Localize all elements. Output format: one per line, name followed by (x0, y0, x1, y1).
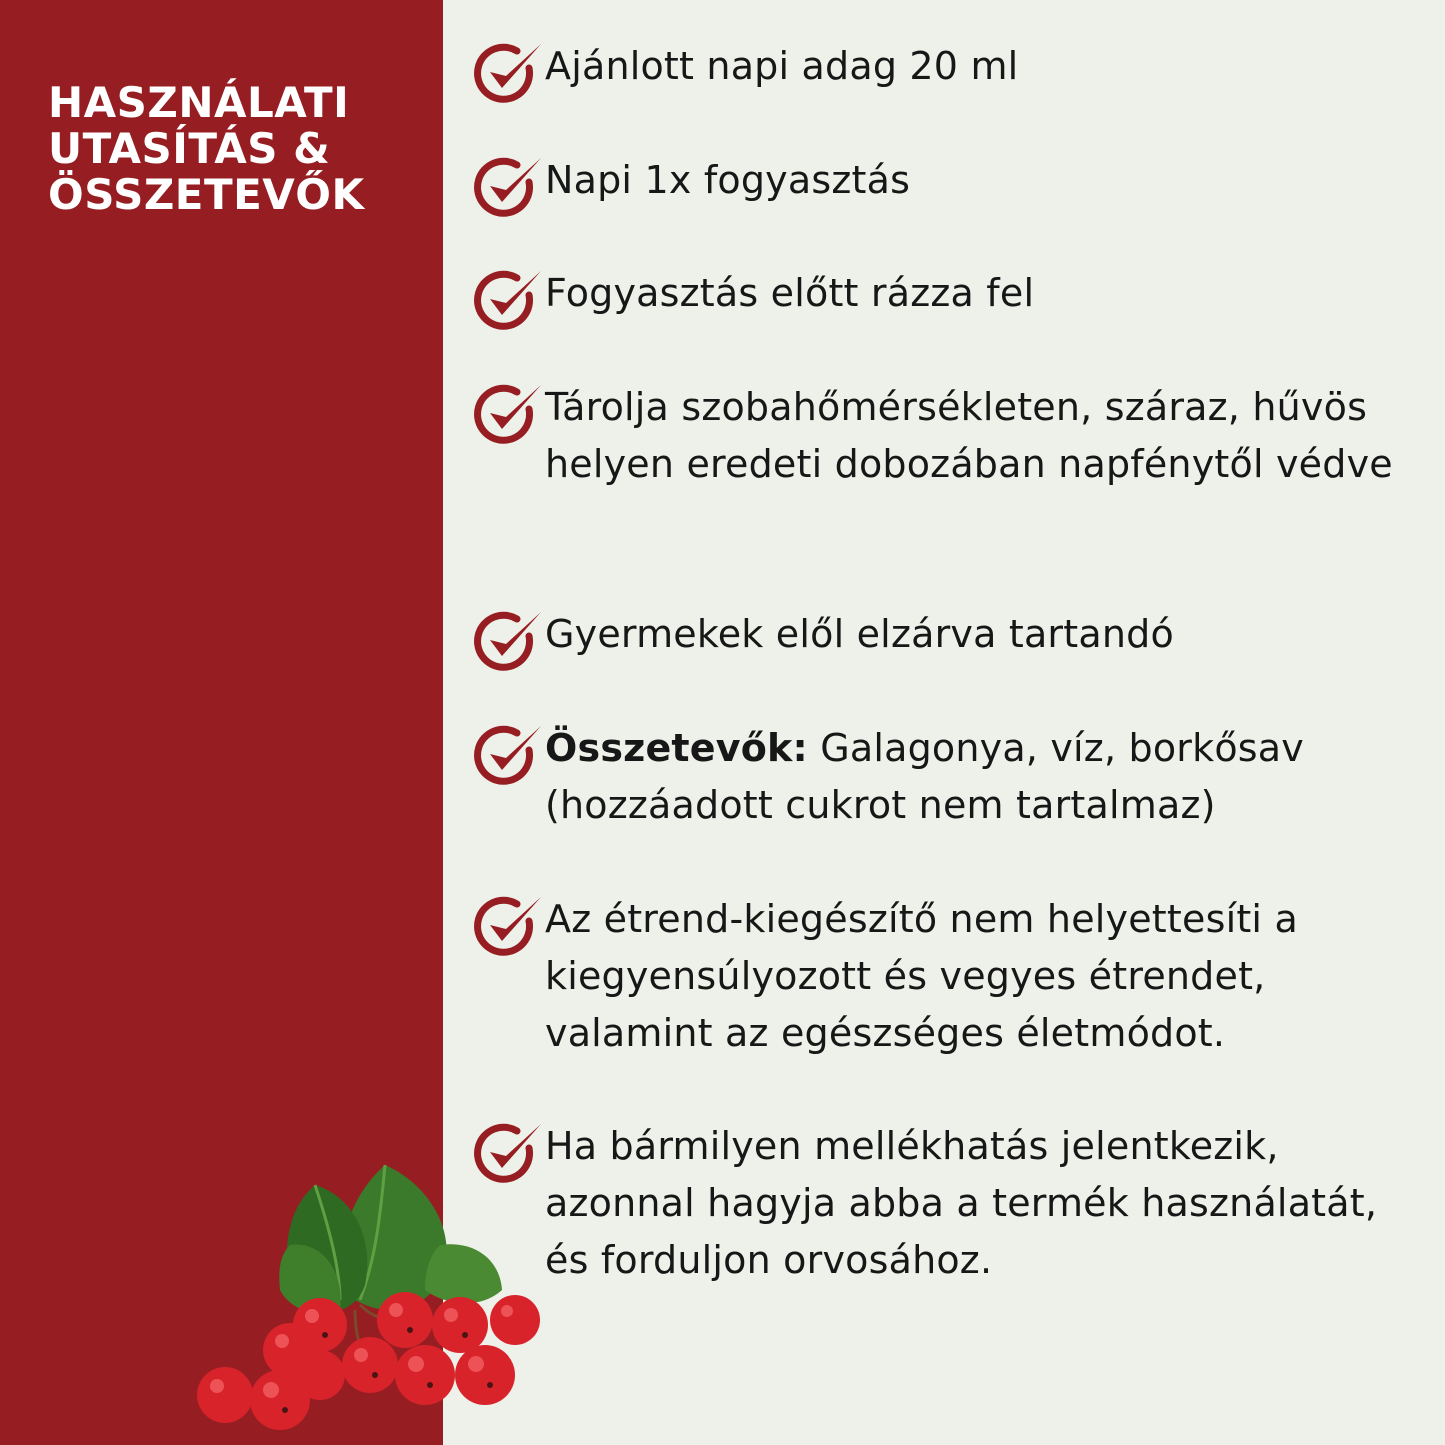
list-item-text: Az étrend-kiegészítő nem helyettesíti a kiegyensúlyozott és vegyes étrendet, valamint az egészséges életmódot. (545, 897, 1298, 1055)
checkmark-circle-icon (473, 891, 547, 957)
list-item-text: Ajánlott napi adag 20 ml (545, 44, 1019, 88)
checkmark-circle-icon (473, 152, 547, 218)
title-line: HASZNÁLATI (48, 78, 350, 127)
list-item-text: Napi 1x fogyasztás (545, 158, 911, 202)
checkmark-circle-icon (473, 606, 547, 672)
ingredients-label: Összetevők: (545, 726, 808, 770)
page-title (48, 80, 428, 218)
list-item-text: Ha bármilyen mellékhatás jelentkezik, azonnal hagyja abba a termék használatát, és forduljon orvosához. (545, 1124, 1378, 1282)
title-line: ÖSSZETEVŐK (48, 170, 365, 219)
checkmark-circle-icon (473, 38, 547, 104)
checkmark-circle-icon (473, 379, 547, 445)
ingredients-text: Galagonya, víz, borkősav (hozzáadott cukrot nem tartalmaz) (545, 726, 1304, 827)
checkmark-circle-icon (473, 265, 547, 331)
title-line: UTASÍTÁS & (48, 124, 331, 173)
list-item-text: Tárolja szobahőmérsékleten, száraz, hűvös helyen eredeti dobozában napfénytől védve (545, 385, 1393, 486)
list-item-text: Fogyasztás előtt rázza fel (545, 271, 1035, 315)
checkmark-circle-icon (473, 720, 547, 786)
hawthorn-berries-icon (180, 1150, 560, 1445)
list-item-text: Gyermekek elől elzárva tartandó (545, 612, 1174, 656)
instructions-panel (443, 0, 1445, 1445)
list-item-text (545, 720, 1415, 834)
